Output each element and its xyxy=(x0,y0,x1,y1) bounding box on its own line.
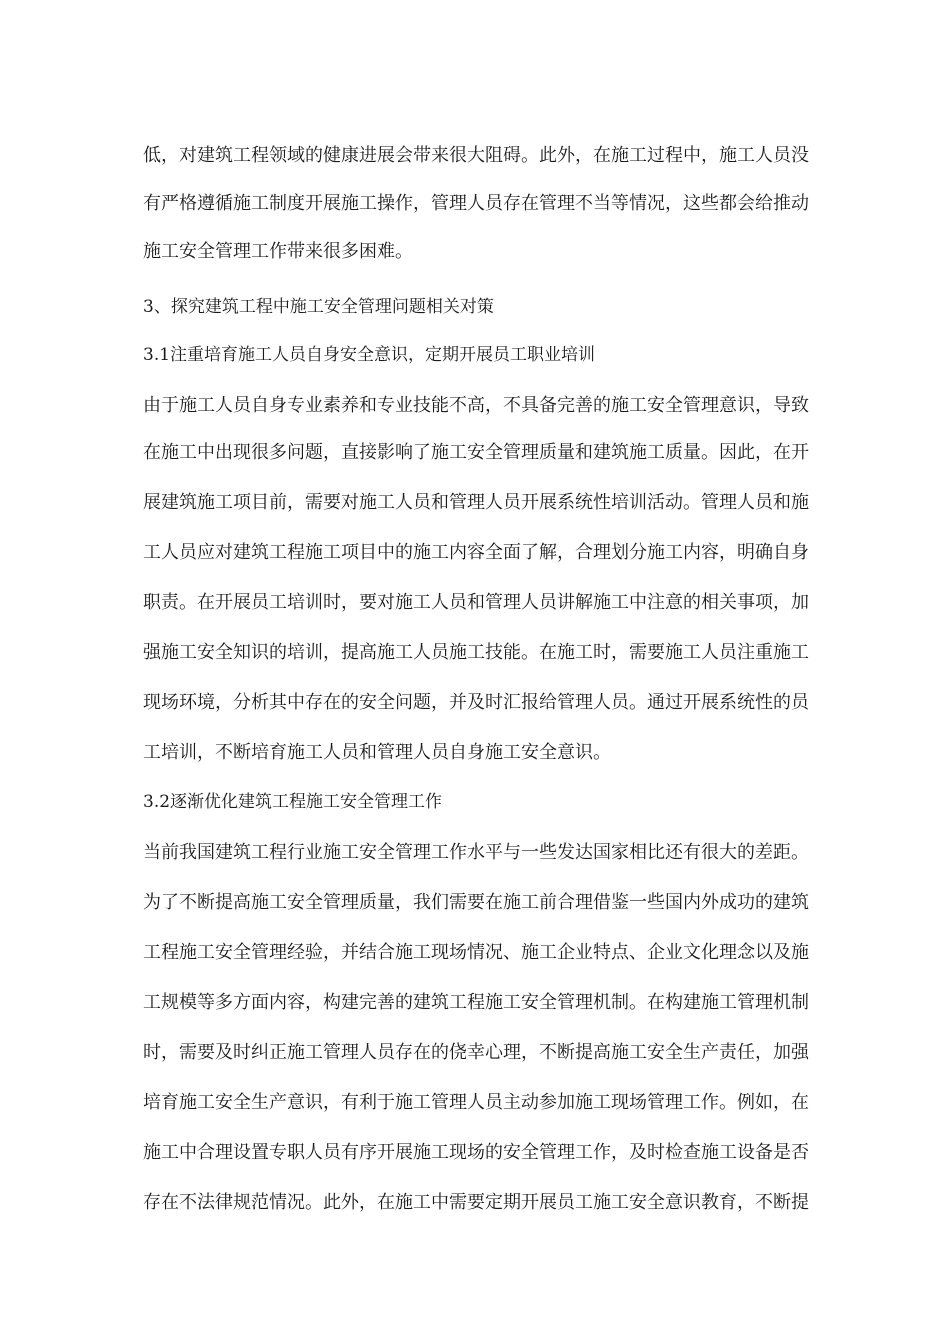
body-text-line: 低，对建筑工程领域的健康进展会带来很大阻碍。此外，在施工过程中，施工人员没 xyxy=(143,145,809,166)
body-text-line: 职责。在开展员工培训时，要对施工人员和管理人员讲解施工中注意的相关事项，加 xyxy=(143,592,809,613)
body-text-line: 为了不断提高施工安全管理质量，我们需要在施工前合理借鉴一些国内外成功的建筑 xyxy=(143,892,809,913)
body-text-line: 在施工中出现很多问题，直接影响了施工安全管理质量和建筑施工质量。因此，在开 xyxy=(143,442,809,463)
body-text-line: 当前我国建筑工程行业施工安全管理工作水平与一些发达国家相比还有很大的差距。 xyxy=(143,842,809,863)
body-text-line: 时，需要及时纠正施工管理人员存在的侥幸心理，不断提高施工安全生产责任，加强 xyxy=(143,1042,809,1063)
body-text-line: 由于施工人员自身专业素养和专业技能不高，不具备完善的施工安全管理意识，导致 xyxy=(143,395,809,416)
body-text-line: 展建筑施工项目前，需要对施工人员和管理人员开展系统性培训活动。管理人员和施 xyxy=(143,492,809,513)
subsection-heading: 3.2逐渐优化建筑工程施工安全管理工作 xyxy=(143,792,443,812)
body-text-line: 现场环境，分析其中存在的安全问题，并及时汇报给管理人员。通过开展系统性的员 xyxy=(143,692,809,713)
body-text-line: 强施工安全知识的培训，提高施工人员施工技能。在施工时，需要施工人员注重施工 xyxy=(143,642,809,663)
subsection-heading: 3.1注重培育施工人员自身安全意识，定期开展员工职业培训 xyxy=(143,345,596,365)
section-heading: 3、探究建筑工程中施工安全管理问题相关对策 xyxy=(143,297,494,317)
body-text-line: 培育施工安全生产意识，有利于施工管理人员主动参加施工现场管理工作。例如，在 xyxy=(143,1092,809,1113)
body-text-line: 有严格遵循施工制度开展施工操作，管理人员存在管理不当等情况，这些都会给推动 xyxy=(143,193,809,214)
body-text-line: 工规模等多方面内容，构建完善的建筑工程施工安全管理机制。在构建施工管理机制 xyxy=(143,992,809,1013)
body-text-line: 施工安全管理工作带来很多困难。 xyxy=(143,241,413,262)
body-text-line: 工人员应对建筑工程施工项目中的施工内容全面了解，合理划分施工内容，明确自身 xyxy=(143,542,809,563)
body-text-line: 存在不法律规范情况。此外，在施工中需要定期开展员工施工安全意识教育，不断提 xyxy=(143,1192,809,1213)
body-text-line: 工培训，不断培育施工人员和管理人员自身施工安全意识。 xyxy=(143,742,611,763)
body-text-line: 施工中合理设置专职人员有序开展施工现场的安全管理工作，及时检查施工设备是否 xyxy=(143,1142,809,1163)
body-text-line: 工程施工安全管理经验，并结合施工现场情况、施工企业特点、企业文化理念以及施 xyxy=(143,942,809,963)
